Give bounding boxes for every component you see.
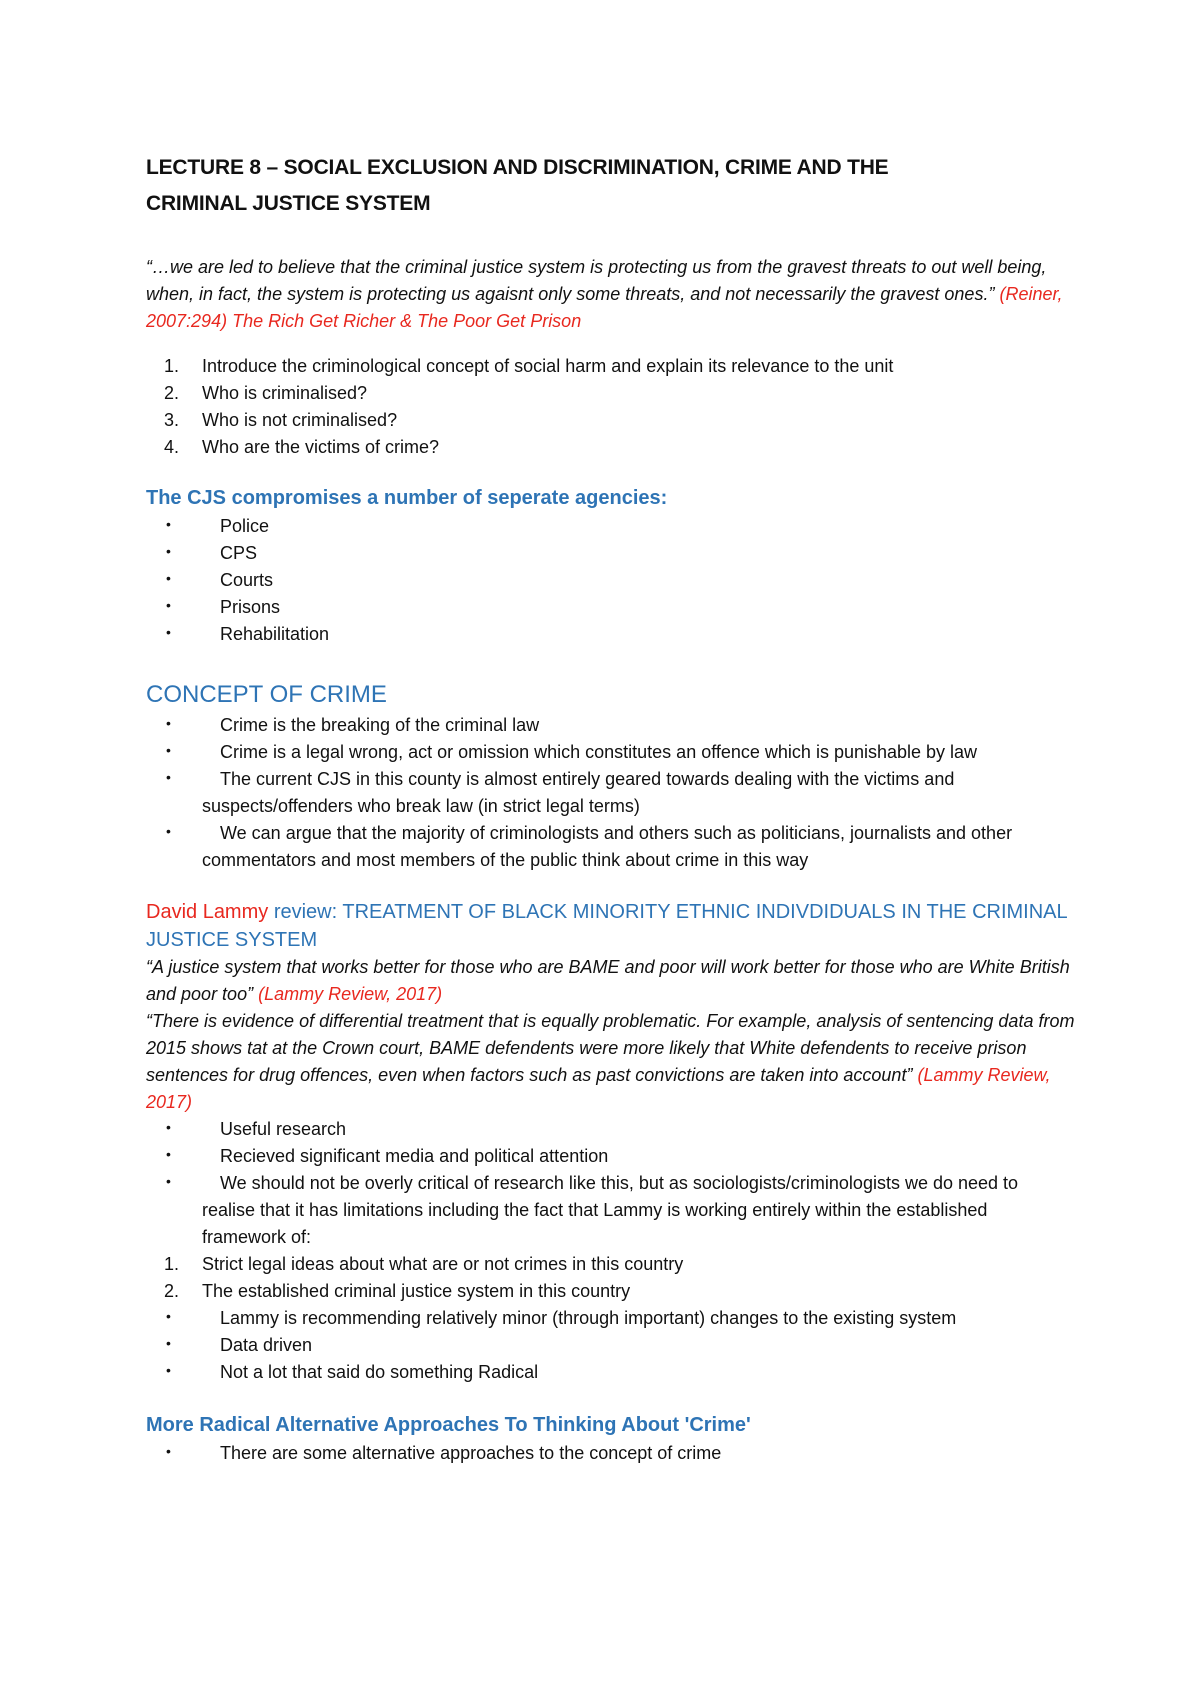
bullet-icon: • <box>166 1119 171 1135</box>
bullet-icon: • <box>166 543 171 559</box>
bullet-icon: • <box>166 715 171 731</box>
intro-quote-text: “…we are led to believe that the criminal justice system is protecting us from the gravest threats to out well being, when, in fact, the system is protecting us agaisnt only some threats, and not necessarily the gravest ones.” <box>146 257 1047 304</box>
list-number: 1. <box>164 356 180 376</box>
bullet-icon: • <box>166 742 171 758</box>
list-item <box>146 434 1076 461</box>
lammy-heading <box>146 898 1076 954</box>
list-item <box>146 540 1076 567</box>
lammy-name: David Lammy <box>146 901 269 923</box>
list-item <box>146 1440 1076 1467</box>
list-item-text: Who is not criminalised? <box>202 410 398 430</box>
list-item-text: Recieved significant media and political attention <box>220 1146 609 1166</box>
bullet-icon: • <box>166 624 171 640</box>
bullet-icon: • <box>166 823 171 839</box>
bullet-icon: • <box>166 1146 171 1162</box>
list-item-text: Prisons <box>220 597 281 617</box>
lammy-heading-text: review: TREATMENT OF BLACK MINORITY ETHNIC INDIVDIDUALS IN THE CRIMINAL JUSTICE SYSTEM <box>146 901 1067 951</box>
lammy-quote-1 <box>146 954 1076 1008</box>
lammy-framework-list <box>146 1251 1076 1305</box>
list-item <box>146 766 1076 820</box>
list-number: 2. <box>164 1281 180 1301</box>
radical-list <box>146 1440 1076 1467</box>
bullet-icon: • <box>166 1308 171 1324</box>
list-item <box>146 407 1076 434</box>
list-item <box>146 1359 1076 1386</box>
concept-list <box>146 712 1076 874</box>
list-item <box>146 1143 1076 1170</box>
list-item-text: Lammy is recommending relatively minor (through important) changes to the existing system <box>220 1308 957 1328</box>
list-item-text: There are some alternative approaches to the concept of crime <box>220 1443 722 1463</box>
list-number: 2. <box>164 383 180 403</box>
list-item-text: Rehabilitation <box>220 624 330 644</box>
list-item <box>146 513 1076 540</box>
list-item-text: Data driven <box>220 1335 313 1355</box>
concept-heading: CONCEPT OF CRIME <box>146 681 387 708</box>
bullet-icon: • <box>166 1173 171 1189</box>
quote-reference: (Lammy Review, 2017) <box>258 984 443 1004</box>
list-item <box>146 1278 1076 1305</box>
list-item <box>146 712 1076 739</box>
cjs-heading: The CJS compromises a number of seperate agencies: <box>146 487 668 509</box>
list-item-text: Who are the victims of crime? <box>202 437 440 457</box>
document-title <box>146 150 1076 222</box>
list-item <box>146 739 1076 766</box>
quote-text: “A justice system that works better for those who are BAME and poor will work better for those who are White British and poor too” <box>146 957 1070 1004</box>
list-item-text: Police <box>220 516 270 536</box>
list-item <box>146 594 1076 621</box>
list-item <box>146 380 1076 407</box>
list-item-text: CPS <box>220 543 258 563</box>
list-item-text: Crime is a legal wrong, act or omission which constitutes an offence which is punishable by law <box>220 742 978 762</box>
list-item-text: The current CJS in this county is almost entirely geared towards dealing with the victims and suspects/offenders who break law (in strict legal terms) <box>202 769 955 816</box>
list-number: 4. <box>164 437 180 457</box>
bullet-icon: • <box>166 1335 171 1351</box>
bullet-icon: • <box>166 1362 171 1378</box>
bullet-icon: • <box>166 516 171 532</box>
title-line-2: CRIMINAL JUSTICE SYSTEM <box>146 192 431 215</box>
list-item-text: We should not be overly critical of research like this, but as sociologists/criminologists we do need to realise that it has limitations including the fact that Lammy is working entirely within the established framework of: <box>202 1173 1019 1247</box>
list-item-text: Introduce the criminological concept of social harm and explain its relevance to the unit <box>202 356 894 376</box>
list-item <box>146 567 1076 594</box>
objectives-list <box>146 353 1076 461</box>
list-item-text: Useful research <box>220 1119 347 1139</box>
bullet-icon: • <box>166 570 171 586</box>
list-item <box>146 1251 1076 1278</box>
intro-quote <box>146 254 1076 335</box>
list-item <box>146 353 1076 380</box>
quote-reference: (Lammy Review, 2017) <box>146 1065 1051 1112</box>
bullet-icon: • <box>166 769 171 785</box>
lammy-bullets-2 <box>146 1305 1076 1386</box>
list-item <box>146 1305 1076 1332</box>
list-item-text: The established criminal justice system in this country <box>202 1281 631 1301</box>
quote-text: “There is evidence of differential treatment that is equally problematic. For example, analysis of sentencing data from 2015 shows tat at the Crown court, BAME defendents were more likely that White defendents to receive prison sentences for drug offences, even when factors such as past convictions are taken into account” <box>146 1011 1075 1085</box>
bullet-icon: • <box>166 597 171 613</box>
list-item <box>146 1170 1076 1251</box>
list-number: 1. <box>164 1254 180 1274</box>
list-item <box>146 820 1076 874</box>
list-item-text: Who is criminalised? <box>202 383 368 403</box>
list-item <box>146 1332 1076 1359</box>
lammy-bullets <box>146 1116 1076 1251</box>
lammy-quote-2 <box>146 1008 1076 1116</box>
list-item-text: Strict legal ideas about what are or not crimes in this country <box>202 1254 684 1274</box>
list-item-text: Not a lot that said do something Radical <box>220 1362 539 1382</box>
bullet-icon: • <box>166 1443 171 1459</box>
radical-heading: More Radical Alternative Approaches To Thinking About 'Crime' <box>146 1414 751 1436</box>
list-item <box>146 621 1076 648</box>
list-item <box>146 1116 1076 1143</box>
intro-quote-reference: (Reiner, 2007:294) The Rich Get Richer & The Poor Get Prison <box>146 284 1063 331</box>
list-item-text: Courts <box>220 570 274 590</box>
list-number: 3. <box>164 410 180 430</box>
cjs-agencies-list <box>146 513 1076 648</box>
document-page <box>146 150 1076 1467</box>
list-item-text: We can argue that the majority of criminologists and others such as politicians, journalists and other commentators and most members of the public think about crime in this way <box>202 823 1013 870</box>
list-item-text: Crime is the breaking of the criminal law <box>220 715 540 735</box>
title-line-1: LECTURE 8 – SOCIAL EXCLUSION AND DISCRIMINATION, CRIME AND THE <box>146 156 889 179</box>
